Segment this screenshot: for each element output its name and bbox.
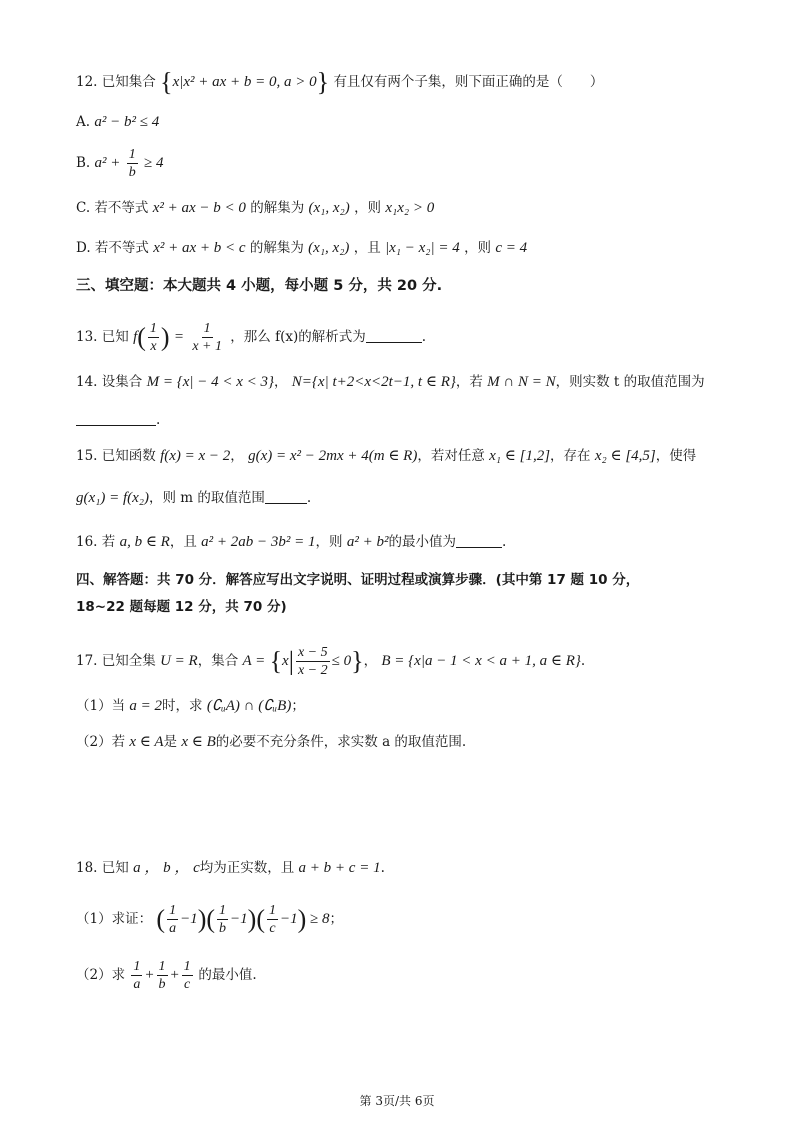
set-expression: {x|x² + ax + b = 0, a > 0} [160,67,330,97]
option-b: B. a² + $\frac{1}{b}$ ≥ 4 [76,147,164,180]
fraction: $\frac{1}{x}$ [149,321,157,354]
fraction: $\frac{x - 5}{x - 2}$ [297,645,328,678]
fraction: $\frac{1}{x + 1}$ [192,321,222,354]
answer-blank [265,489,307,504]
question-17-part-1: （1）当 a = 2时，求 (∁ᵤA) ∩ (∁ᵤB)； [76,698,305,714]
question-15-cont: g(x₁) = f(x₂)，则 m 的取值范围 . [76,490,312,506]
fraction: $\frac{1}{b}$ [128,147,136,180]
answer-blank [456,533,502,548]
option-c: C. 若不等式 x² + ax − b < 0 的解集为 (x₁, x₂) ，则 x₁x₂ > 0 [76,200,435,216]
question-17-part-2: （2）若 x ∈ A是 x ∈ B的必要不充分条件，求实数 a 的取值范围. [76,734,467,750]
option-a-expr: a² − b² ≤ 4 [94,114,160,130]
product-expression: ( $\frac{1}{a}$ −1)( $\frac{1}{b}$ −1)( $\frac{1}{c}$ −1) [156,903,307,936]
question-18-part-2: （2）求 $\frac{1}{a}$ + $\frac{1}{b}$ + $\frac{1}{c}$ 的最小值. [76,959,257,992]
question-text: 有且仅有两个子集，则下面正确的是（ ） [333,74,604,90]
section-heading: 三、填空题：本大题共 4 小题，每小题 5 分，共 20 分. [76,278,443,294]
question-14: 14. 设集合 M = {x| − 4 < x < 3}， N={x| t+2<x<2t−1, t ∈ R}，若 M ∩ N = N，则实数 t 的取值范围为 [76,374,705,390]
question-13: 13. 已知 f( $\frac{1}{x}$ ) = $\frac{1}{x + 1}$ ，那么 f(x)的解析式为 . [76,321,427,354]
answer-blank [366,328,422,343]
section-heading: 四、解答题：共 70 分．解答应写出文字说明、证明过程或演算步骤．(其中第 17 题 10 分， [76,572,640,588]
section-heading-cont: 18~22 题每题 12 分，共 70 分) [76,599,287,615]
question-18-part-1: （1）求证： ( $\frac{1}{a}$ −1)( $\frac{1}{b}$ −1)( $\frac{1}{c}$ −1) ≥ 8； [76,903,344,936]
question-15: 15. 已知函数 f(x) = x − 2， g(x) = x² − 2mx + 4(m ∈ R)，若对任意 x₁ ∈ [1,2]，存在 x₂ ∈ [4,5]，使得 [76,448,697,464]
question-17: 17. 已知全集 U = R，集合 A = {x| $\frac{x - 5}{x - 2}$ ≤ 0}， B = {x|a − 1 < x < a + 1, a ∈ R}. [76,645,586,678]
question-text: 已知集合 [101,74,156,90]
answer-blank [76,411,156,426]
question-18: 18. 已知 a ， b ， c均为正实数，且 a + b + c = 1. [76,860,385,876]
question-14-blank-line: . [76,410,734,430]
question-number: 12. [76,74,98,90]
question-12 [76,67,734,97]
sum-expression: $\frac{1}{a}$ + $\frac{1}{b}$ + $\frac{1}{c}$ [133,959,191,992]
page-footer: 第 3页/共 6页 [359,1094,435,1108]
question-16: 16. 若 a, b ∈ R，且 a² + 2ab − 3b² = 1，则 a² + b²的最小值为 . [76,534,507,550]
option-d: D. 若不等式 x² + ax + b < c 的解集为 (x₁, x₂) ，且 |x₁ − x₂| = 4 ，则 c = 4 [76,240,528,256]
option-a: A. a² − b² ≤ 4 [76,114,160,130]
